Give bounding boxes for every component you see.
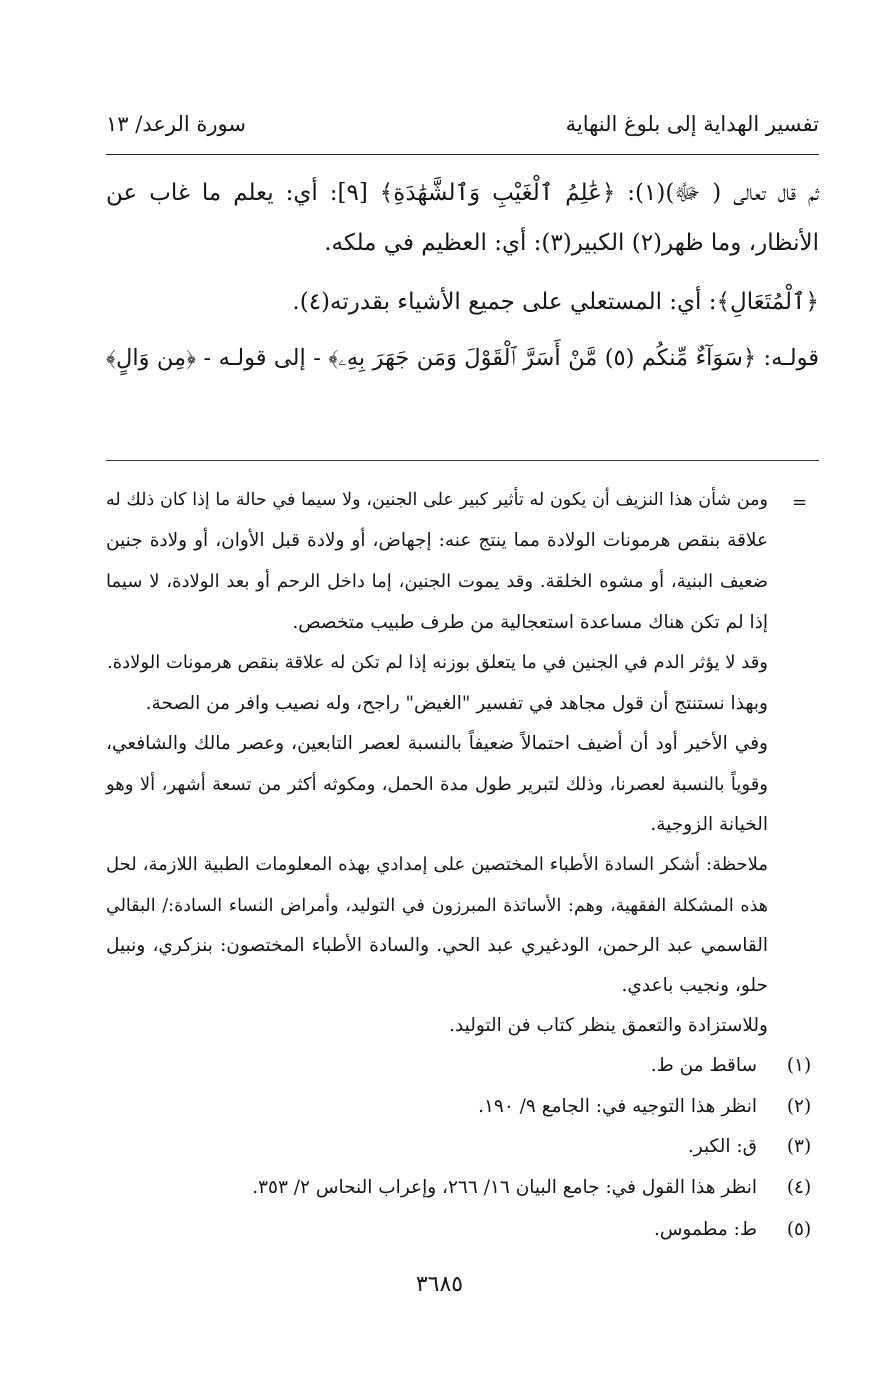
footnote-item: [106, 1130, 819, 1164]
footnote-text: ق: الكبر.: [687, 1136, 757, 1157]
footnote-number: (٣): [786, 1136, 812, 1157]
footnote-number: (١): [786, 1055, 812, 1076]
footnote-text: ط: مطموس.: [653, 1219, 757, 1240]
main-text-line: قولـه: ﴿سَوَآءٌ مِّنكُم (٥) مَّنْ أَسَرَّ ٱلْقَوْلَ وَمَن جَهَرَ بِهِۦ﴾ - إلى قولـه - ﴿مِن وَالٍ﴾: [106, 345, 819, 371]
note-line: القاسمي عبد الرحمن، الودغيري عبد الحي. والسادة الأطباء المختصون: بنزكري، ونبيل: [106, 935, 768, 956]
footnote-number: (٢): [786, 1096, 812, 1117]
note-line: ضعيف البنية، أو مشوه الخلقة. وقد يموت الجنين، إما داخل الرحم أو بعد الولادة، لا سيما: [106, 571, 768, 592]
footnote-text: انظر هذا القول في: جامع البيان ١٦/ ٢٦٦، وإعراب النحاس ٢/ ٣٥٣.: [252, 1177, 757, 1198]
footnote-item: [106, 1090, 819, 1124]
footnote-item: [106, 1213, 819, 1247]
note-line: إذا لم تكن هناك مساعدة استعجالية من طرف طبيب متخصص.: [292, 612, 768, 633]
note-line: وفي الأخير أود أن أضيف احتمالاً ضعيفاً بالنسبة لعصر التابعين، وعصر مالك والشافعي،: [106, 733, 768, 754]
footnote-number: (٥): [786, 1219, 812, 1240]
footnote-text: ساقط من ط.: [650, 1055, 757, 1076]
note-line: ومن شأن هذا النزيف أن يكون له تأثير كبير على الجنين، ولا سيما في حالة ما إذا كان ذلك له: [106, 490, 768, 510]
continuation-mark: =: [792, 492, 808, 513]
page-number: ٣٦٨٥: [415, 1272, 464, 1297]
footnote-item: [106, 1171, 819, 1205]
main-text-line: ﴿ٱلْمُتَعَالِ﴾: أي: المستعلي على جميع الأشياء بقدرته(٤).: [292, 289, 819, 315]
footnote-item: [106, 1049, 819, 1083]
note-line: علاقة بنقص هرمونات الولادة مما ينتج عنه: إجهاض، أو ولادة قبل الأوان، أو ولادة جنين: [106, 530, 768, 551]
note-line: وللاستزادة والتعمق ينظر كتاب فن التوليد.: [449, 1015, 768, 1036]
note-line: هذه المشكلة الفقهية، وهم: الأساتذة المبرزون في التوليد، وأمراض النساء السادة:/ البقالي: [106, 896, 768, 916]
note-line: حلو، ونجيب باعدي.: [621, 975, 768, 996]
main-text-line: ثم قال تعالى ( ﷻ)(١): ﴿عَٰلِمُ ٱلْغَيْبِ وَٱلشَّهَٰدَةِ﴾ [٩]: أي: يعلم ما غاب عن: [106, 180, 819, 206]
running-header: [106, 112, 819, 146]
note-line: وقوياً بالنسبة لعصرنا، وذلك لتبرير طول مدة الحمل، ومكوثه أكثر من تسعة أشهر، ألا وهو: [106, 774, 768, 795]
book-title: تفسير الهداية إلى بلوغ النهاية: [565, 112, 819, 136]
note-line: وبهذا نستنتج أن قول مجاهد في تفسير "الغيض" راجح، وله نصيب وافر من الصحة.: [145, 693, 768, 714]
surah-label: سورة الرعد/ ١٣: [106, 112, 246, 136]
footnote-number: (٤): [786, 1177, 812, 1198]
header-divider: [106, 154, 819, 155]
note-line: الخيانة الزوجية.: [650, 814, 768, 835]
main-text-line: الأنظار، وما ظهر(٢) الكبير(٣): أي: العظيم في ملكه.: [324, 230, 819, 256]
footnote-text: انظر هذا التوجيه في: الجامع ٩/ ١٩٠.: [478, 1096, 757, 1117]
footnote-divider: [106, 460, 819, 461]
note-line: وقد لا يؤثر الدم في الجنين في ما يتعلق بوزنه إذا لم تكن له علاقة بنقص هرمونات الولادة.: [107, 652, 768, 673]
note-line: ملاحظة: أشكر السادة الأطباء المختصين على إمدادي بهذه المعلومات الطبية اللازمة، لحل: [106, 854, 768, 875]
